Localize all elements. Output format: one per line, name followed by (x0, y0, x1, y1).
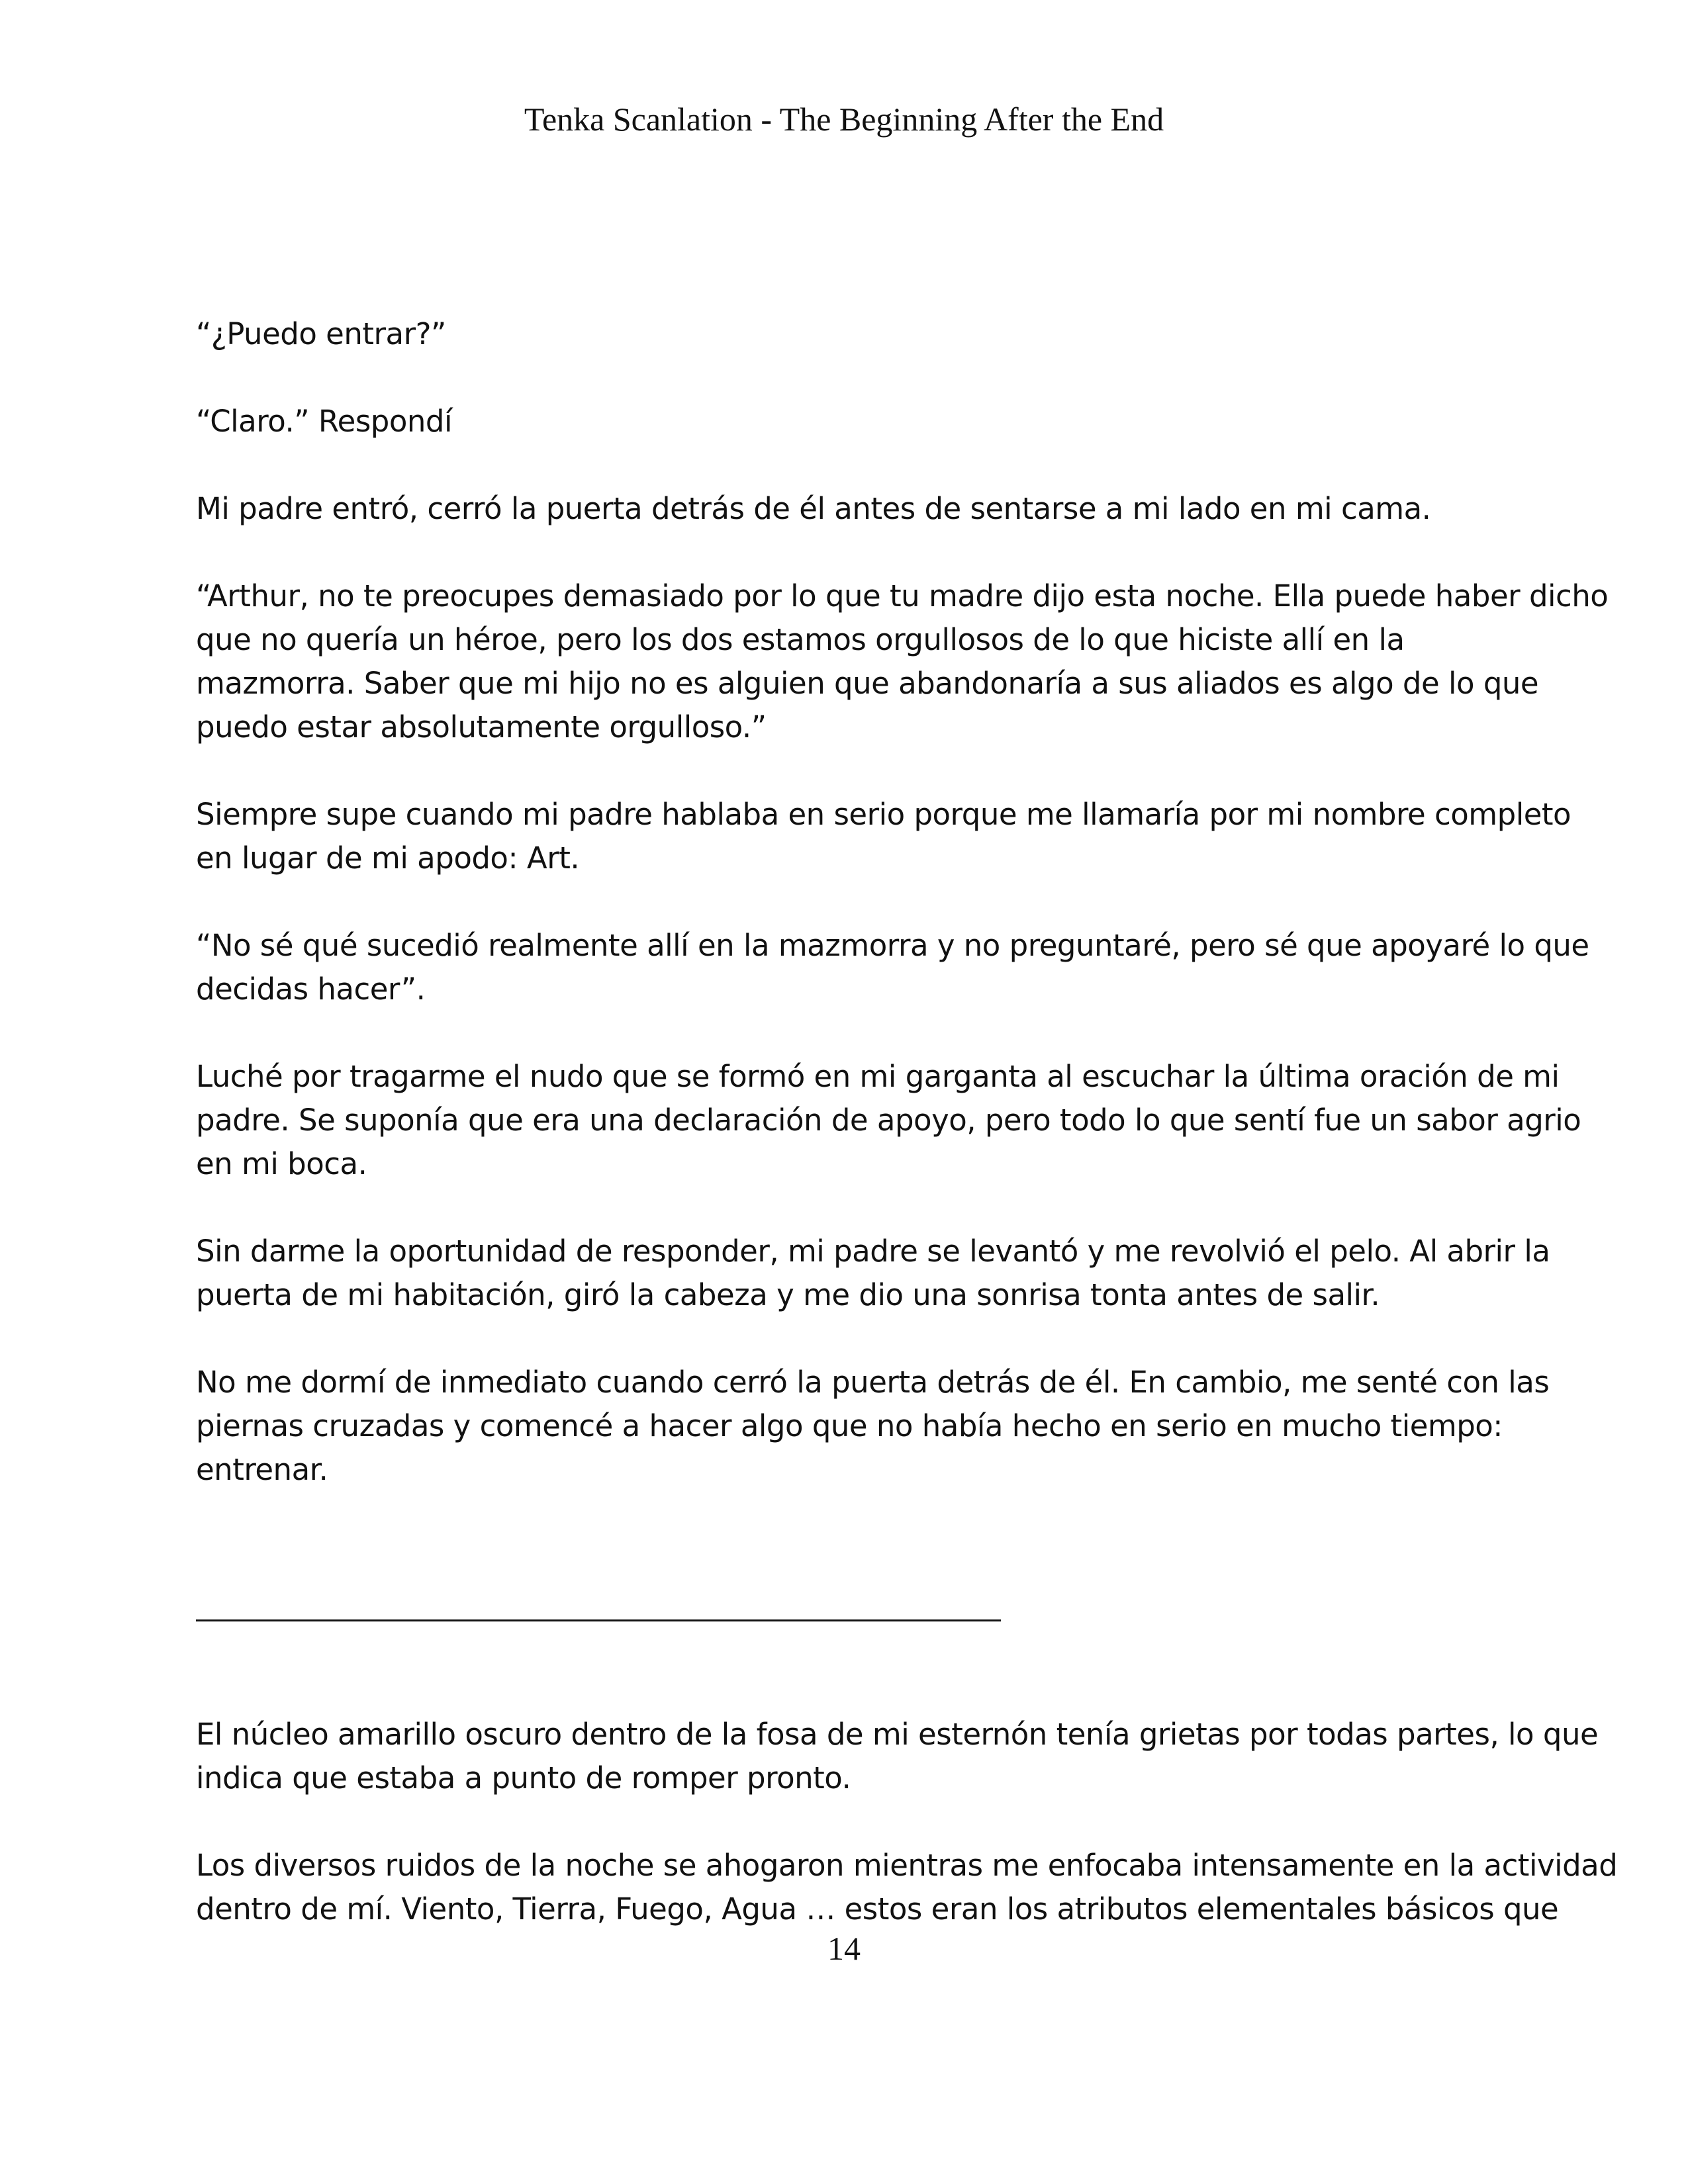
text-line: “Claro.” Respondí (196, 404, 452, 439)
body-text-bottom (196, 1713, 1618, 1931)
section-separator (196, 1619, 1001, 1621)
text-line: “No sé qué sucedió realmente allí en la mazmorra y no preguntaré, pero sé que apoyaré lo que (196, 928, 1589, 963)
page-number: 14 (827, 1930, 861, 1967)
paragraph (196, 487, 1513, 531)
text-line: Sin darme la oportunidad de responder, mi padre se levantó y me revolvió el pelo. Al abrir la (196, 1234, 1550, 1269)
text-line: dentro de mí. Viento, Tierra, Fuego, Agua … estos eran los atributos elementales básicos que (196, 1891, 1559, 1927)
page-header: Tenka Scanlation - The Beginning After the End (524, 101, 1164, 138)
paragraph (196, 1713, 1599, 1800)
text-line: que no quería un héroe, pero los dos estamos orgullosos de lo que hiciste allí en la (196, 622, 1405, 657)
paragraph (196, 1361, 1550, 1492)
text-line: Luché por tragarme el nudo que se formó en mi garganta al escuchar la última oración de mi (196, 1059, 1560, 1094)
paragraph (196, 793, 1571, 880)
text-line: mazmorra. Saber que mi hijo no es alguien que abandonaría a sus aliados es algo de lo que (196, 666, 1539, 701)
text-line: en lugar de mi apodo: Art. (196, 841, 580, 876)
text-line: El núcleo amarillo oscuro dentro de la fosa de mi esternón tenía grietas por todas partes, lo que (196, 1717, 1599, 1752)
text-line: “Arthur, no te preocupes demasiado por lo que tu madre dijo esta noche. Ella puede haber dicho (196, 578, 1609, 614)
text-line: entrenar. (196, 1452, 328, 1487)
paragraph (196, 400, 1513, 443)
paragraph (196, 1844, 1618, 1931)
text-line: Mi padre entró, cerró la puerta detrás de él antes de sentarse a mi lado en mi cama. (196, 491, 1431, 526)
paragraph (196, 1055, 1581, 1186)
text-line: indica que estaba a punto de romper pronto. (196, 1760, 851, 1796)
text-line: puerta de mi habitación, giró la cabeza y me dio una sonrisa tonta antes de salir. (196, 1277, 1380, 1312)
text-line: puedo estar absolutamente orgulloso.” (196, 709, 767, 745)
text-line: Los diversos ruidos de la noche se ahogaron mientras me enfocaba intensamente en la actividad (196, 1848, 1618, 1883)
text-line: decidas hacer”. (196, 972, 426, 1007)
paragraph (196, 312, 1513, 356)
text-line: padre. Se suponía que era una declaración de apoyo, pero todo lo que sentí fue un sabor agrio (196, 1103, 1581, 1138)
text-line: piernas cruzadas y comencé a hacer algo que no había hecho en serio en mucho tiempo: (196, 1408, 1503, 1443)
paragraph (196, 574, 1609, 749)
body-text-top (196, 312, 1609, 1492)
text-line: en mi boca. (196, 1146, 367, 1181)
text-line: “¿Puedo entrar?” (196, 316, 446, 351)
text-line: Siempre supe cuando mi padre hablaba en serio porque me llamaría por mi nombre completo (196, 797, 1571, 832)
text-line: No me dormí de inmediato cuando cerró la puerta detrás de él. En cambio, me senté con las (196, 1365, 1550, 1400)
paragraph (196, 1230, 1550, 1317)
paragraph (196, 924, 1589, 1011)
